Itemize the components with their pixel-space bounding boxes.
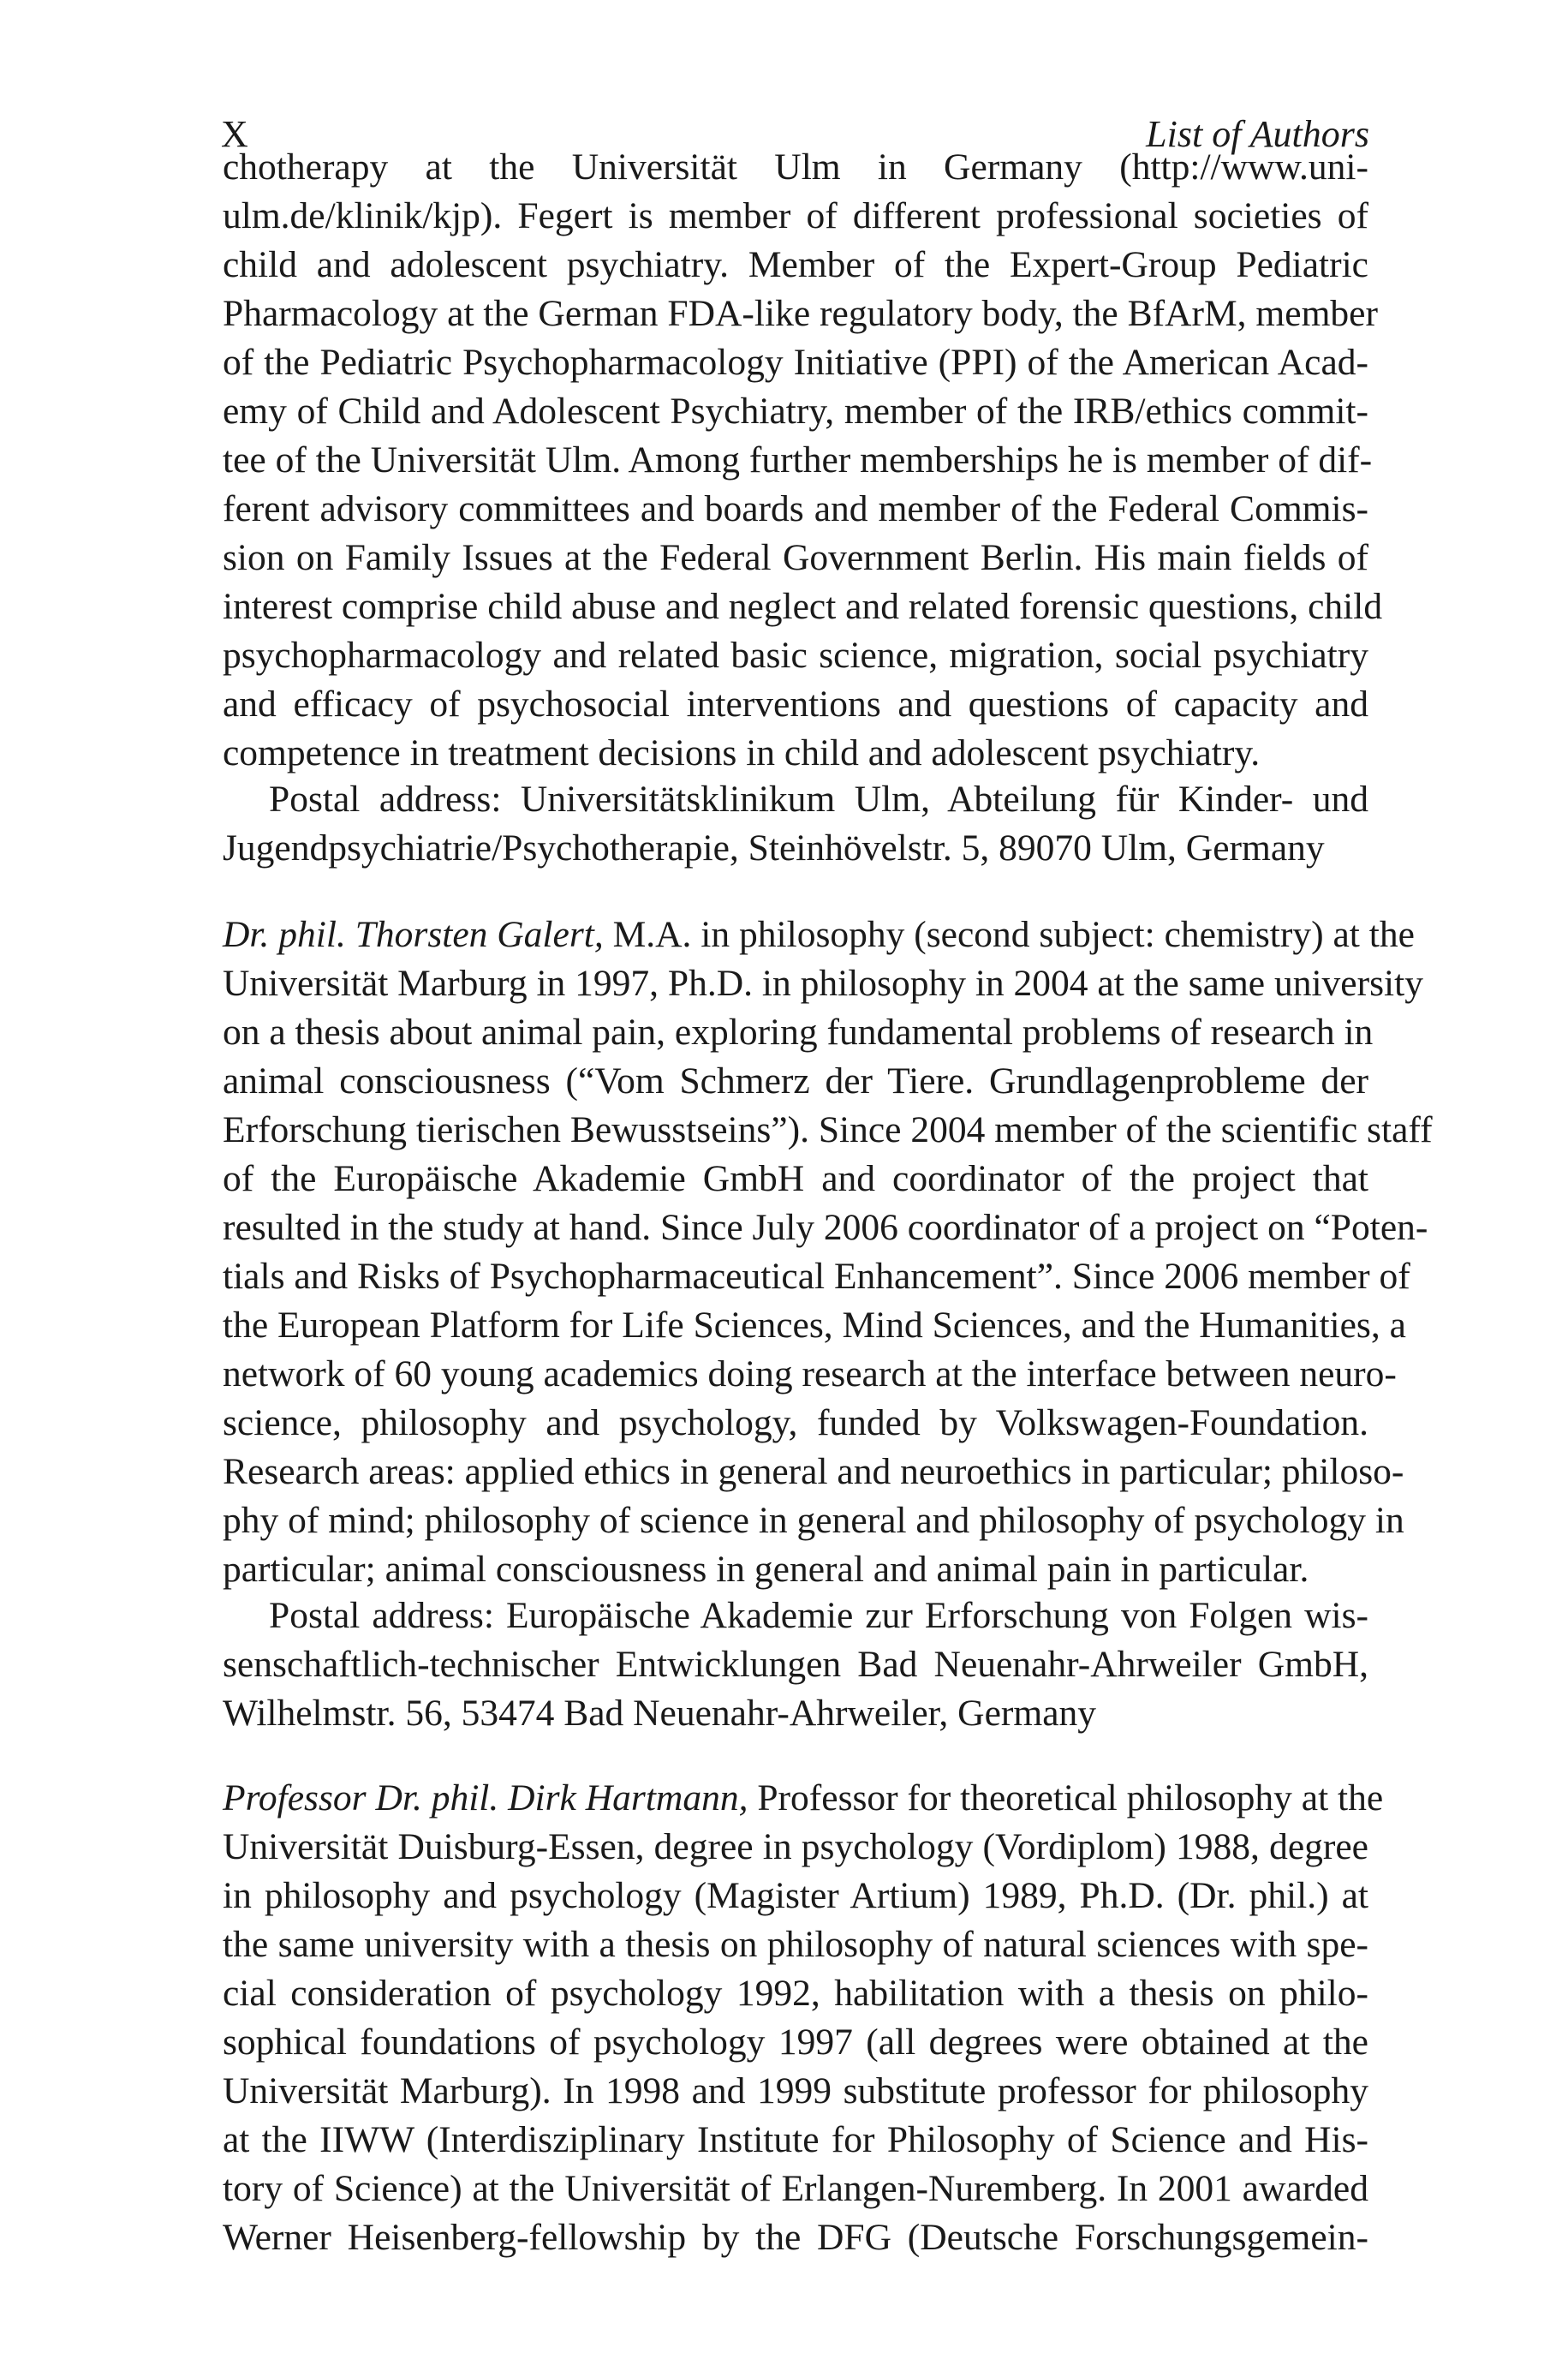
text-line: phy of mind; philosophy of science in general and philosophy of psychology in — [223, 1500, 1404, 1541]
text-line: emy of Child and Adolescent Psychiatry, member of the IRB/ethics commit- — [223, 391, 1368, 432]
page-number: X — [221, 113, 248, 155]
text-line: Wilhelmstr. 56, 53474 Bad Neuenahr-Ahrweiler, Germany — [223, 1693, 1097, 1734]
text-line: the European Platform for Life Sciences, Mind Sciences, and the Humanities, a — [223, 1305, 1406, 1346]
text-line: psychopharmacology and related basic science, migration, social psychiatry — [223, 635, 1368, 676]
text-line: ulm.de/klinik/kjp). Fegert is member of different professional societies of — [223, 195, 1368, 236]
author-paragraph — [223, 911, 1433, 1594]
text-line: Werner Heisenberg-fellowship by the DFG (Deutsche Forschungsgemein- — [223, 2217, 1368, 2258]
text-line: animal consciousness (“Vom Schmerz der Tiere. Grundlagenprobleme der — [223, 1060, 1368, 1102]
text-line: network of 60 young academics doing research at the interface between neuro- — [223, 1353, 1397, 1395]
text-line: tory of Science) at the Universität of Erlangen-Nuremberg. In 2001 awarded — [223, 2168, 1368, 2209]
text-line-content: Professor for theoretical philosophy at the — [748, 1777, 1384, 1819]
text-line: tee of the Universität Ulm. Among further memberships he is member of dif- — [223, 439, 1373, 481]
text-line: interest comprise child abuse and neglect and related forensic questions, child — [223, 586, 1383, 627]
text-line-content: M.A. in philosophy (second subject: chemistry) at the — [603, 914, 1415, 955]
text-line: science, philosophy and psychology, funded by Volkswagen-Foundation. — [223, 1402, 1368, 1443]
text-line — [223, 1774, 1384, 1823]
author-paragraph — [223, 143, 1383, 778]
text-line: chotherapy at the Universität Ulm in Germany (http://www.uni- — [223, 146, 1368, 188]
text-line: Postal address: Europäische Akademie zur Erforschung von Folgen wis- — [269, 1595, 1368, 1636]
text-line: Universität Marburg). In 1998 and 1999 substitute professor for philosophy — [223, 2070, 1368, 2111]
text-line: Universität Marburg in 1997, Ph.D. in philosophy in 2004 at the same university — [223, 963, 1423, 1004]
text-line: competence in treatment decisions in child and adolescent psychiatry. — [223, 732, 1261, 773]
text-line: Universität Duisburg-Essen, degree in psychology (Vordiplom) 1988, degree — [223, 1826, 1368, 1867]
text-line: Postal address: Universitätsklinikum Ulm, Abteilung für Kinder- und — [269, 779, 1368, 820]
author-name: Professor Dr. phil. Dirk Hartmann, — [223, 1777, 748, 1819]
text-line: of the Pediatric Psychopharmacology Initiative (PPI) of the American Acad- — [223, 342, 1368, 383]
text-line: of the Europäische Akademie GmbH and coordinator of the project that — [223, 1158, 1368, 1199]
text-line: tials and Risks of Psychopharmaceutical Enhancement”. Since 2006 member of — [223, 1256, 1410, 1297]
text-line: Jugendpsychiatrie/Psychotherapie, Steinhövelstr. 5, 89070 Ulm, Germany — [223, 827, 1325, 869]
text-line: the same university with a thesis on philosophy of natural sciences with spe- — [223, 1924, 1368, 1965]
text-line: particular; animal consciousness in general and animal pain in particular. — [223, 1549, 1309, 1590]
text-line — [223, 911, 1415, 959]
text-line: resulted in the study at hand. Since July 2006 coordinator of a project on “Poten- — [223, 1207, 1428, 1248]
text-line: Pharmacology at the German FDA-like regulatory body, the BfArM, member — [223, 293, 1378, 334]
text-line: on a thesis about animal pain, exploring fundamental problems of research in — [223, 1012, 1374, 1053]
author-paragraph — [223, 1774, 1384, 2262]
author-paragraph — [223, 1592, 1368, 1738]
text-line: cial consideration of psychology 1992, habilitation with a thesis on philo- — [223, 1973, 1368, 2014]
text-line: Erforschung tierischen Bewusstseins”). Since 2004 member of the scientific staff — [223, 1109, 1433, 1150]
text-line: child and adolescent psychiatry. Member of the Expert-Group Pediatric — [223, 244, 1368, 285]
text-line: at the IIWW (Interdisziplinary Institute for Philosophy of Science and His- — [223, 2119, 1368, 2160]
running-title: List of Authors — [1146, 113, 1369, 155]
text-line: and efficacy of psychosocial interventions and questions of capacity and — [223, 684, 1368, 725]
text-line: ferent advisory committees and boards and member of the Federal Commis- — [223, 488, 1368, 529]
text-line: Research areas: applied ethics in general and neuroethics in particular; philoso- — [223, 1451, 1404, 1492]
text-line: in philosophy and psychology (Magister Artium) 1989, Ph.D. (Dr. phil.) at — [223, 1875, 1368, 1916]
author-paragraph — [223, 775, 1368, 873]
text-line: senschaftlich-technischer Entwicklungen Bad Neuenahr-Ahrweiler GmbH, — [223, 1644, 1368, 1685]
text-line: sion on Family Issues at the Federal Government Berlin. His main fields of — [223, 537, 1368, 578]
text-line: sophical foundations of psychology 1997 (all degrees were obtained at the — [223, 2022, 1368, 2063]
author-name: Dr. phil. Thorsten Galert, — [223, 914, 604, 955]
